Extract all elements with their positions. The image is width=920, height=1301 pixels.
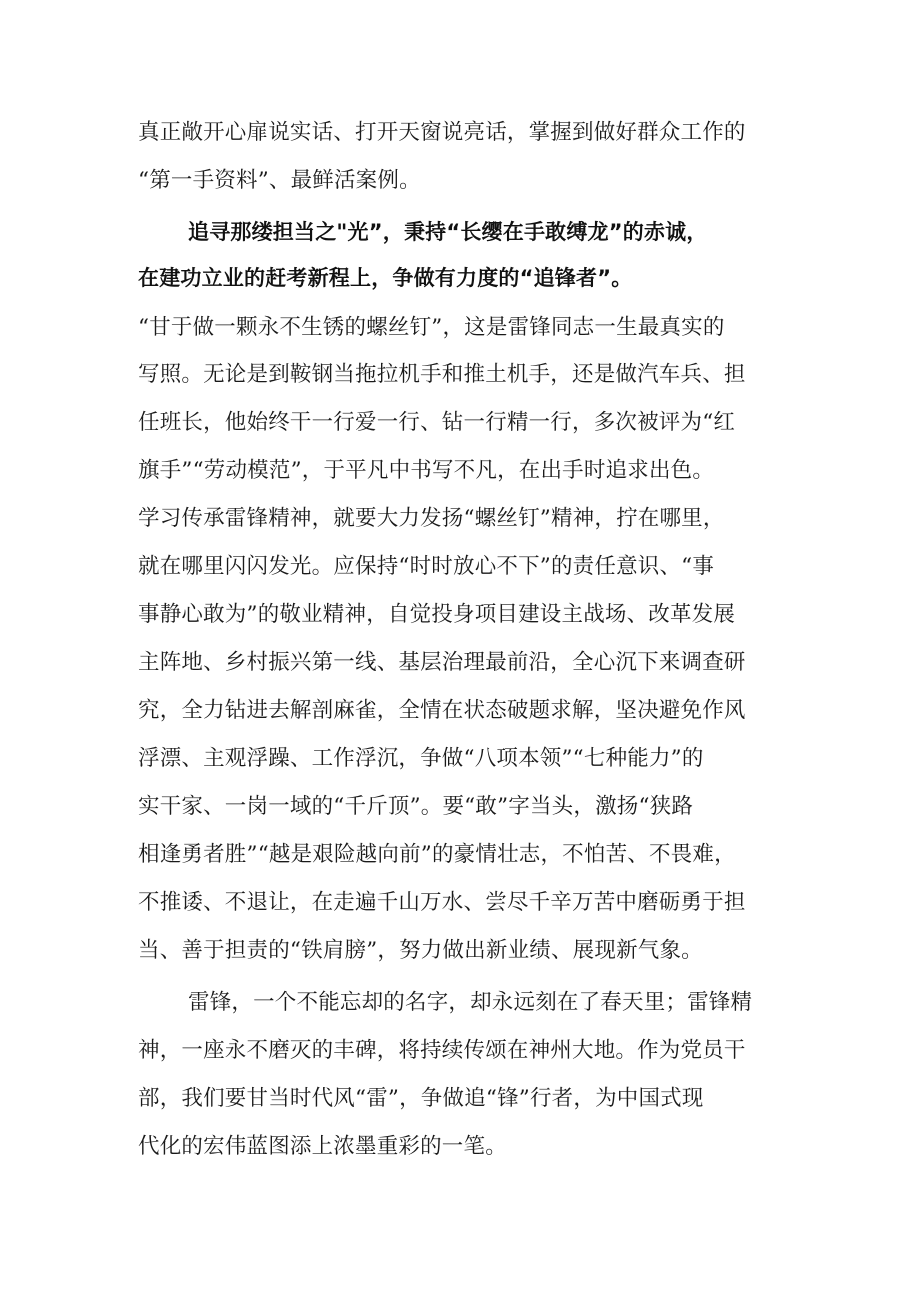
text-line: 不推诿、不退让，在走遍千山万水、尝尽千辛万苦中磨砺勇于担 [138,890,746,915]
text-line: 旗手”“劳动模范”，于平凡中书写不凡，在出手时追求出色。 [138,458,715,483]
text-line: 真正敞开心扉说实话、打开天窗说亮话，掌握到做好群众工作的 [138,120,746,145]
text-line: “甘于做一颗永不生锈的螺丝钉”，这是雷锋同志一生最真实的 [138,315,725,340]
text-line: 实干家、一岗一域的“千斤顶”。要“敢”字当头，激扬“狭路 [138,794,694,819]
text-line: 写照。无论是到鞍钢当拖拉机手和推土机手，还是做汽车兵、担 [138,362,746,387]
text-line: 事静心敢为”的敬业精神，自觉投身项目建设主战场、改革发展 [138,602,736,627]
text-line: 究，全力钻进去解剖麻雀，全情在状态破题求解，坚决避免作风 [138,698,746,723]
text-line: 部，我们要甘当时代风“雷”，争做追“锋”行者，为中国式现 [138,1086,704,1111]
text-line: 代化的宏伟蓝图添上浓墨重彩的一笔。 [138,1134,507,1159]
heading-line: 在建功立业的赶考新程上，争做有力度的“追锋者”。 [138,266,633,290]
text-line: 主阵地、乡村振兴第一线、基层治理最前沿，全心沉下来调查研 [138,650,746,675]
text-line: 浮漂、主观浮躁、工作浮沉，争做“八项本领”“七种能力”的 [138,746,704,771]
heading-line: 追寻那缕担当之"光”，秉持“长缨在手敢缚龙”的赤诚， [188,220,708,244]
text-line: 相逢勇者胜”“越是艰险越向前”的豪情壮志，不怕苦、不畏难， [138,842,736,867]
text-line: 任班长，他始终干一行爱一行、钻一行精一行，多次被评为“红 [138,410,736,435]
text-line: 就在哪里闪闪发光。应保持“时时放心不下”的责任意识、“事 [138,554,715,579]
text-line: “第一手资料”、最鲜活案例。 [138,168,421,193]
text-line: 当、善于担责的“铁肩膀”，努力做出新业绩、展现新气象。 [138,938,703,963]
text-line: 雷锋，一个不能忘却的名字，却永远刻在了春天里；雷锋精 [188,990,753,1015]
text-line: 神，一座永不磨灭的丰碑，将持续传颂在神州大地。作为党员干 [138,1038,746,1063]
text-line: 学习传承雷锋精神，就要大力发扬“螺丝钉”精神，拧在哪里， [138,506,725,531]
